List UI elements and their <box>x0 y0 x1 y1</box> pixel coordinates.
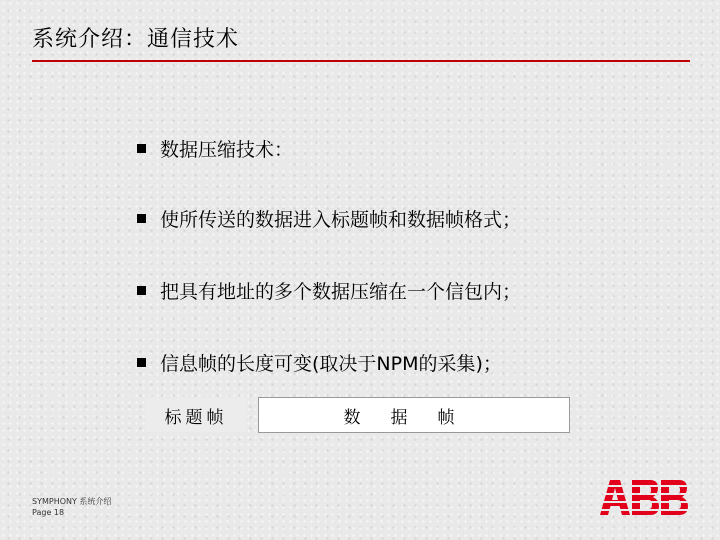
data-frame-box: 数据帧 <box>258 397 570 433</box>
bullet-text: 把具有地址的多个数据压缩在一个信包内； <box>160 281 522 303</box>
header-frame-label: 标题帧 <box>146 398 246 432</box>
bullet-text: 信息帧的长度可变(取决于NPM的采集)； <box>160 353 502 375</box>
bullet-item-1 <box>137 135 293 162</box>
footer-title: SYMPHONY 系统介绍 <box>32 497 112 506</box>
square-bullet-icon <box>137 144 146 153</box>
footer <box>32 496 111 518</box>
bullet-item-3 <box>137 277 521 304</box>
page-number: Page 18 <box>32 508 65 517</box>
square-bullet-icon <box>137 358 146 367</box>
bullet-item-2 <box>137 205 521 232</box>
abb-logo-icon <box>598 478 690 516</box>
bullet-item-4 <box>137 349 502 376</box>
bullet-text: 使所传送的数据进入标题帧和数据帧格式； <box>160 209 522 231</box>
square-bullet-icon <box>137 286 146 295</box>
slide-title: 系统介绍：通信技术 <box>32 27 240 52</box>
bullet-text: 数据压缩技术： <box>160 139 294 161</box>
title-divider <box>32 60 690 62</box>
square-bullet-icon <box>137 214 146 223</box>
abb-logo <box>598 478 690 520</box>
